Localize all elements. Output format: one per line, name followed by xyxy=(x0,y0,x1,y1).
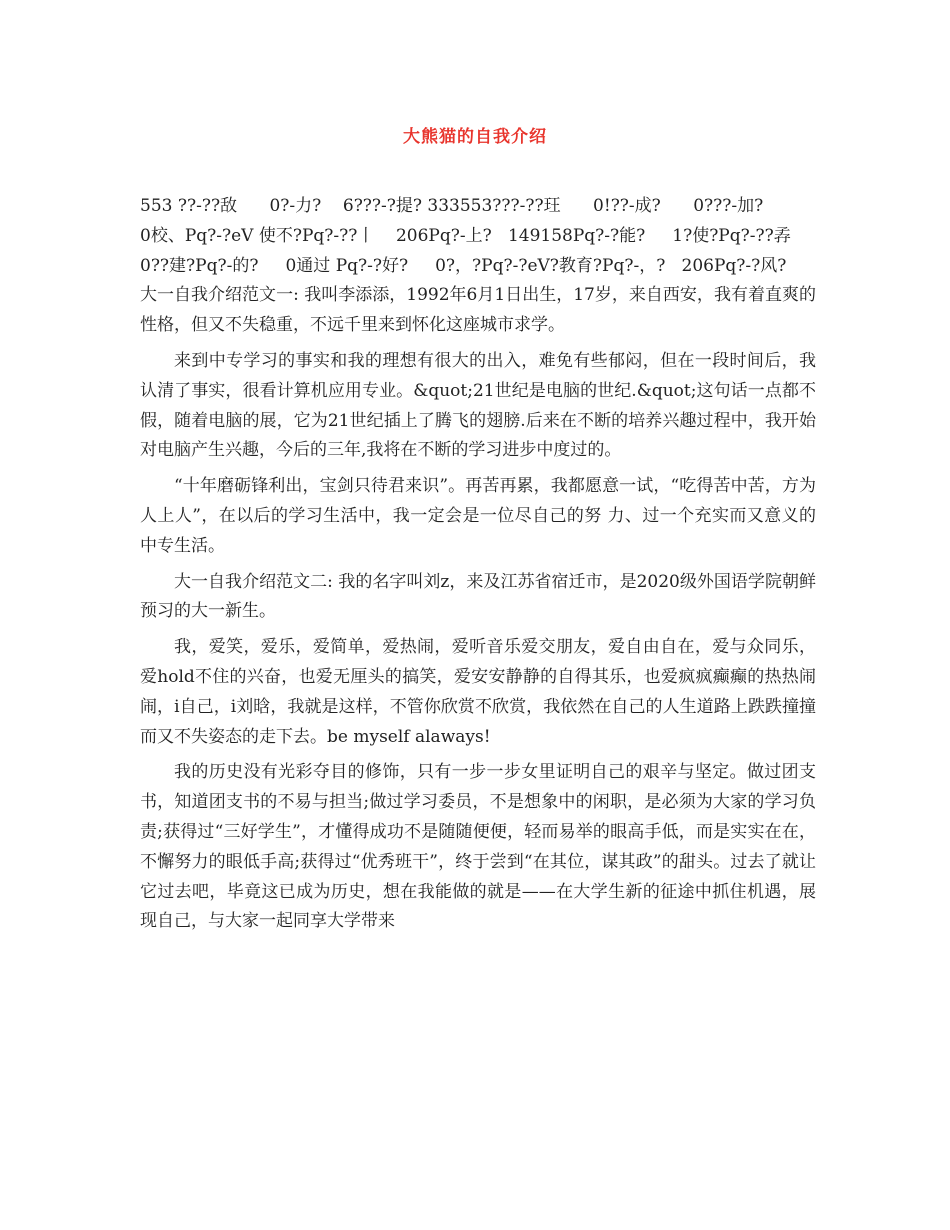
garbled-line: 553 ??-??敌 0?-力? 6???-?提? 333553???-??玨 0!??-成? 0???-加? xyxy=(140,196,764,216)
paragraph-intro-two: 大一自我介绍范文二: 我的名字叫刘z，来及江苏省宿迁市，是2020级外国语学院朝鲜预习的大一新生。 xyxy=(140,571,816,622)
paragraph: 来到中专学习的事实和我的理想有很大的出入，难免有些郁闷，但在一段时间后，我认清了事实，很看计算机应用专业。&quot;21世纪是电脑的世纪.&quot;这句话一点都不假，随着电脑的展，它为21世纪插上了腾飞的翅膀.后来在不断的培养兴趣过程中，我开始对电脑产生兴趣，今后的三年,我将在不断的学习进步中度过的。 xyxy=(140,350,816,461)
garbled-line: 0校、Pq?-?eV 使不?Pq?-??丨 206Pq?-上? 149158Pq?-?能? 1?使?Pq?-??孨 xyxy=(140,225,791,246)
paragraph: 我的历史没有光彩夺目的修饰，只有一步一步女里证明自己的艰辛与坚定。做过团支书，知道团支书的不易与担当;做过学习委员，不是想象中的闲职，是必须为大家的学习负责;获得过“三好学生”，才懂得成功不是随随便便，轻而易举的眼高手低，而是实实在在，不懈努力的眼低手高;获得过“优秀班干”，终于尝到“在其位，谋其政”的甜头。过去了就让它过去吧，毕竟这已成为历史，想在我能做的就是——在大学生新的征途中抓住机遇，展现自己，与大家一起同享大学带来 xyxy=(140,762,816,932)
garbled-line: 0??建?Pq?-的? 0通过 Pq?-?好? 0?，?Pq?-?eV?教育?Pq?-，? 206Pq?-?风? xyxy=(140,255,787,276)
paragraph: 我，爱笑，爱乐，爱简单，爱热闹，爱听音乐爱交朋友，爱自由自在，爱与众同乐，爱hold不住的兴奋，也爱无厘头的搞笑，爱安安静静的自得其乐，也爱疯疯癫癫的热热闹闹，i自己，i刘晗，我就是这样，不管你欣赏不欣赏，我依然在自己的人生道路上跌跌撞撞而又不失姿态的走下去。be myself alaways! xyxy=(140,637,816,747)
paragraph-intro-one: 大一自我介绍范文一: 我叫李添添，1992年6月1日出生，17岁，来自西安，我有着直爽的性格，但又不失稳重，不远千里来到怀化这座城市求学。 xyxy=(140,285,816,336)
document-body xyxy=(140,192,816,937)
paragraph: “十年磨砺锋利出，宝剑只待君来识”。再苦再累，我都愿意一试，“吃得苦中苦，方为人上人”，在以后的学习生活中，我一定会是一位尽自己的努 力、过一个充实而又意义的中专生活。 xyxy=(140,476,816,556)
document-title: 大熊猫的自我介绍 xyxy=(403,127,547,147)
